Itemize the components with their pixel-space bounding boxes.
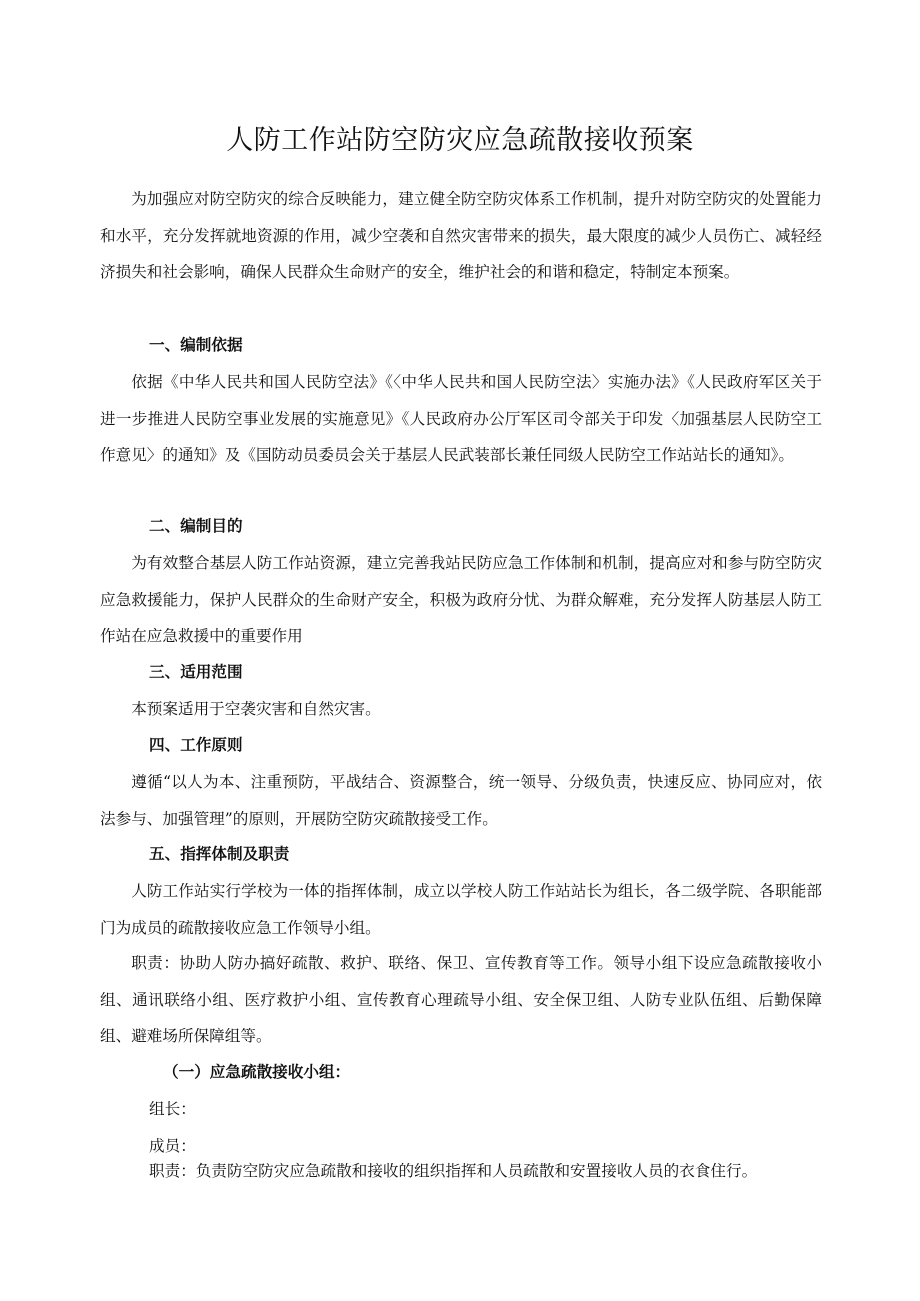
section-body-command: 人防工作站实行学校为一体的指挥体制，成立以学校人防工作站站长为组长，各二级学院、各职能部门为成员的疏散接收应急工作领导小组。: [100, 882, 822, 937]
document-title: 人防工作站防空防灾应急疏散接收预案: [226, 125, 694, 157]
subsection-heading-evacuation-group: （一）应急疏散接收小组：: [163, 1063, 351, 1081]
section-heading-scope: 三、适用范围: [149, 663, 243, 681]
section-body-basis: 依据《中华人民共和国人民防空法》《〈中华人民共和国人民防空法〉实施办法》《人民政府军区关于进一步推进人民防空事业发展的实施意见》《人民政府办公厅军区司令部关于印发〈加强基层人民防空工作意见〉的通知》及《国防动员委员会关于基层人民武装部长兼任同级人民防空工作站站长的通知》。: [100, 373, 822, 464]
intro-paragraph: 为加强应对防空防灾的综合反映能力，建立健全防空防灾体系工作机制，提升对防空防灾的处置能力和水平，充分发挥就地资源的作用，减少空袭和自然灾害带来的损失，最大限度的减少人员伤亡、减轻经济损失和社会影响，确保人民群众生命财产的安全，维护社会的和谐和稳定，特制定本预案。: [100, 190, 822, 281]
section-heading-command: 五、指挥体制及职责: [149, 845, 290, 863]
section-heading-purpose: 二、编制目的: [149, 517, 243, 535]
section-body-purpose: 为有效整合基层人防工作站资源，建立完善我站民防应急工作体制和机制，提高应对和参与防空防灾应急救援能力，保护人民群众的生命财产安全，积极为政府分忧、为群众解难，充分发挥人防基层人防工作站在应急救援中的重要作用: [100, 554, 822, 645]
section-heading-basis: 一、编制依据: [149, 336, 243, 354]
group-members-line: 成员：: [149, 1137, 196, 1155]
section-body-duties: 职责：协助人防办搞好疏散、救护、联络、保卫、宣传教育等工作。领导小组下设应急疏散接收小组、通讯联络小组、医疗救护小组、宣传教育心理疏导小组、安全保卫组、人防专业队伍组、后勤保障组、避难场所保障组等。: [100, 954, 822, 1045]
group-duty-line: 职责：负责防空防灾应急疏散和接收的组织指挥和人员疏散和安置接收人员的衣食住行。: [149, 1162, 758, 1180]
group-leader-line: 组长：: [149, 1100, 196, 1118]
section-body-scope: 本预案适用于空袭灾害和自然灾害。: [131, 700, 381, 718]
section-body-principles: 遵循“以人为本、注重预防，平战结合、资源整合，统一领导、分级负责，快速反应、协同应对，依法参与、加强管理”的原则，开展防空防灾疏散接受工作。: [100, 773, 822, 828]
section-heading-principles: 四、工作原则: [149, 736, 243, 754]
